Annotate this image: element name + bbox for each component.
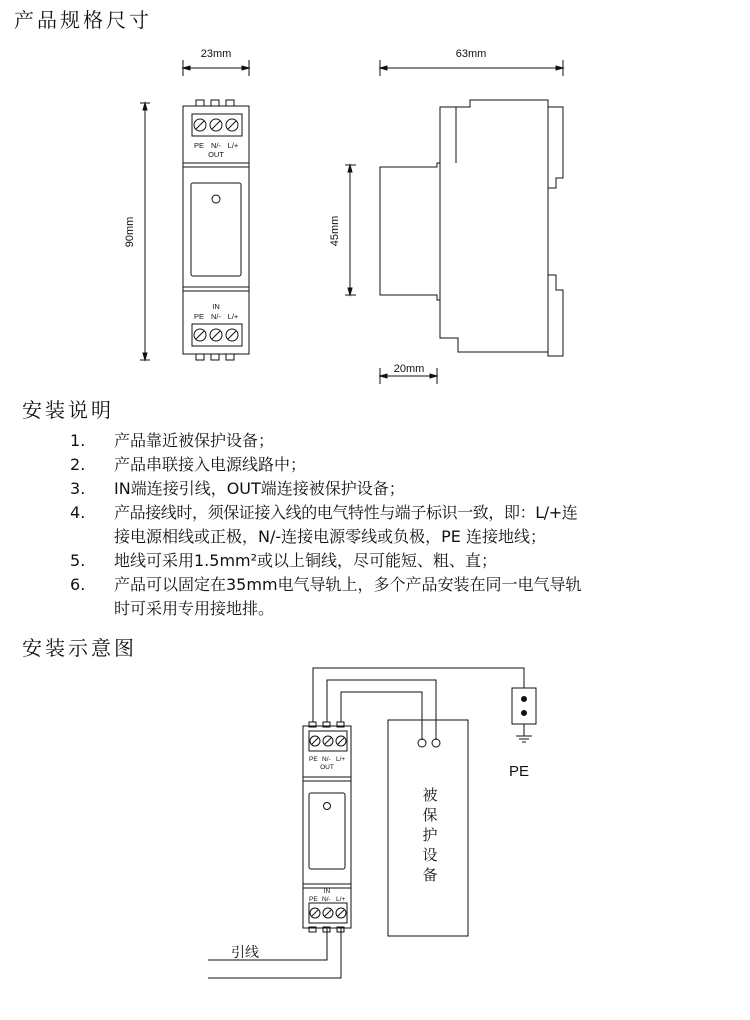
instruction-list [70,429,745,621]
schematic-terminal-in: IN [323,888,331,895]
instruction-item: 6 . 产品可以固定在35mm电气导轨上，多个产品安装在同一电气导轨 时可采用专用接地排。 [70,573,745,621]
instruction-item: 2 . 产品串联接入电源线路中； [70,453,745,477]
dim-depth-label: 63mm [455,48,487,60]
instruction-item: 1 . 产品靠近被保护设备； [70,429,745,453]
protected-device-label: 被保护设备 [422,787,438,884]
terminal-n-label: N/- [211,312,221,321]
installation-schematic [0,660,750,1020]
schematic-terminal-l: L/+ [336,756,346,763]
schematic-terminal-pe: PE [309,756,318,763]
terminal-in-label: IN [212,302,220,311]
terminal-l-label: L/+ [227,141,239,150]
section-title-dimensions: 产品规格尺寸 [14,8,152,32]
schematic-terminal-n: N/- [322,896,331,903]
terminal-pe-label: PE [193,312,205,321]
schematic-terminal-pe: PE [309,896,318,903]
terminal-out-label: OUT [208,150,224,159]
instruction-item: 5 . 地线可采用1.5mm²或以上铜线，尽可能短、粗、直； [70,549,745,573]
dimension-drawing [0,0,750,390]
terminal-l-label: L/+ [227,312,239,321]
dim-height-label: 90mm [124,216,136,248]
dim-width-label: 23mm [200,48,232,60]
dim-mid-label: 45mm [329,215,341,247]
schematic-terminal-out: OUT [320,764,334,771]
schematic-terminal-l: L/+ [336,896,346,903]
section-title-installation: 安装说明 [22,398,114,422]
instruction-item: 3 . IN端连接引线，OUT端连接被保护设备； [70,477,745,501]
dim-step-label: 20mm [393,363,425,375]
schematic-terminal-n: N/- [322,756,331,763]
section-title-schematic: 安装示意图 [22,636,137,660]
lead-wire-label: 引线 [231,944,259,960]
terminal-pe-label: PE [193,141,205,150]
terminal-n-label: N/- [211,141,221,150]
instruction-item: 4 . 产品接线时，须保证接入线的电气特性与端子标识一致，即：L/+连 接电源相线或正极，N/-连接电源零线或负极，PE 连接地线； [70,501,745,549]
pe-ground-label: PE [508,763,530,780]
